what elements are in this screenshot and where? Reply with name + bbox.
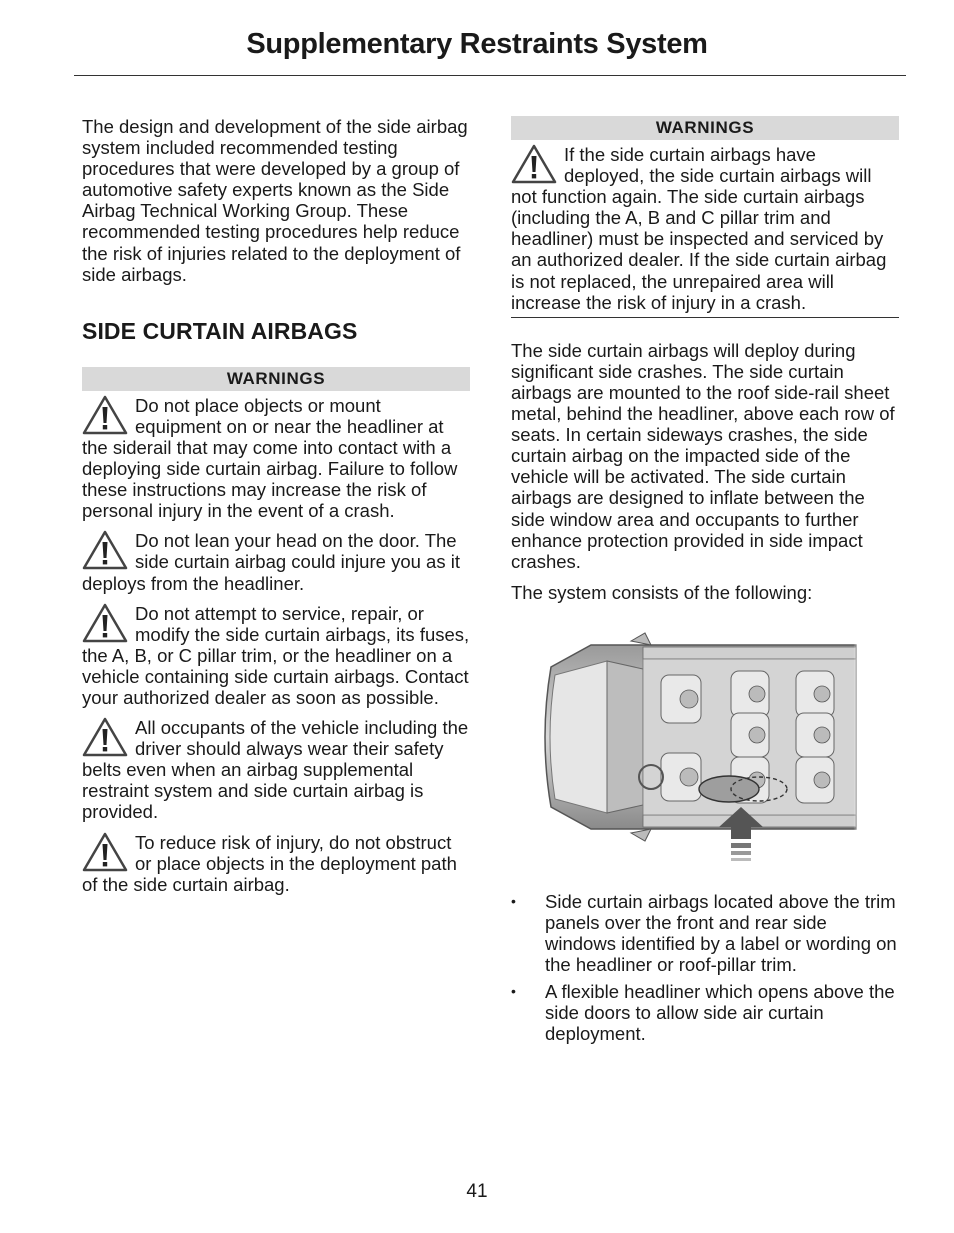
warning-triangle-icon bbox=[82, 394, 128, 436]
warning-text: Do not lean your head on the door. The side curtain airbag could injure you as it deploys from the headliner. bbox=[82, 530, 460, 594]
warning-item bbox=[511, 144, 899, 318]
body-paragraph: The system consists of the following: bbox=[511, 581, 813, 603]
intro-paragraph: The design and development of the side airbag system included recommended testing procedures that were developed by a group of automotive safety experts known as the Side Airbag Technical Working Group. These recommended testing procedures help reduce the risk of injuries related to the deployment of side airbags. bbox=[82, 116, 468, 285]
bullet-symbol: • bbox=[511, 983, 516, 1000]
warning-text: Do not attempt to service, repair, or modify the side curtain airbags, its fuses, the A, B, or C pillar trim, or the headliner on a vehicle containing side curtain airbags. Contact your authorized dealer as soon as possible. bbox=[82, 602, 470, 708]
warning-text: Do not place objects or mount equipment on or near the headliner at the siderail that may come into contact with a deploying side curtain airbag. Failure to follow these instructions may increase the risk of personal injury in the event of a crash. bbox=[82, 394, 458, 522]
warning-text: All occupants of the vehicle including the driver should always wear their safety belts even when an airbag supplemental restraint system and side curtain airbag is provided. bbox=[82, 717, 469, 823]
bullet-symbol: • bbox=[511, 892, 516, 909]
vehicle-cutaway-illustration bbox=[511, 617, 899, 879]
warning-item bbox=[82, 530, 470, 593]
body-paragraph: The side curtain airbags will deploy during significant side crashes. The side curtain airbags are mounted to the roof side-rail sheet metal, behind the headliner, above each row of seats. In certain sideways crashes, the side curtain airbag on the impacted side of the vehicle will be activated. The side curtain airbags are designed to inflate between the side window area and occupants to further enhance protection provided in side impact crashes. bbox=[511, 339, 895, 572]
section-heading: SIDE CURTAIN AIRBAGS bbox=[82, 317, 358, 344]
left-column bbox=[82, 116, 470, 904]
list-item-text: A flexible headliner which opens above the side doors to allow side air curtain deployment. bbox=[545, 981, 895, 1045]
vehicle-illustration-svg bbox=[511, 617, 899, 879]
warning-item bbox=[82, 395, 470, 522]
warning-triangle-icon bbox=[511, 143, 557, 185]
warning-item bbox=[82, 603, 470, 708]
right-column bbox=[511, 116, 899, 1051]
component-list bbox=[511, 891, 899, 1045]
warning-triangle-icon bbox=[82, 529, 128, 571]
warning-text: If the side curtain airbags have deployed, the side curtain airbags will not function again. The side curtain airbags (including the A, B and C pillar trim and headliner) must be inspected and serviced by an authorized dealer. If the side curtain airbag is not replaced, the unrepaired area will increase the risk of injury in a crash. bbox=[511, 144, 887, 313]
warning-triangle-icon bbox=[82, 602, 128, 644]
warning-triangle-icon bbox=[82, 831, 128, 873]
warning-triangle-icon bbox=[82, 716, 128, 758]
list-item bbox=[511, 891, 899, 975]
list-item bbox=[511, 981, 899, 1044]
warning-item bbox=[82, 832, 470, 895]
warning-item bbox=[82, 717, 470, 822]
title-divider bbox=[74, 75, 906, 76]
warning-text: To reduce risk of injury, do not obstruct or place objects in the deployment path of the side curtain airbag. bbox=[82, 831, 457, 895]
list-item-text: Side curtain airbags located above the trim panels over the front and rear side windows identified by a label or wording on the headliner or roof-pillar trim. bbox=[545, 890, 897, 976]
warnings-header: WARNINGS bbox=[511, 116, 899, 140]
warnings-header: WARNINGS bbox=[82, 367, 470, 391]
page-number: 41 bbox=[466, 1181, 488, 1202]
page-title: Supplementary Restraints System bbox=[246, 28, 708, 60]
